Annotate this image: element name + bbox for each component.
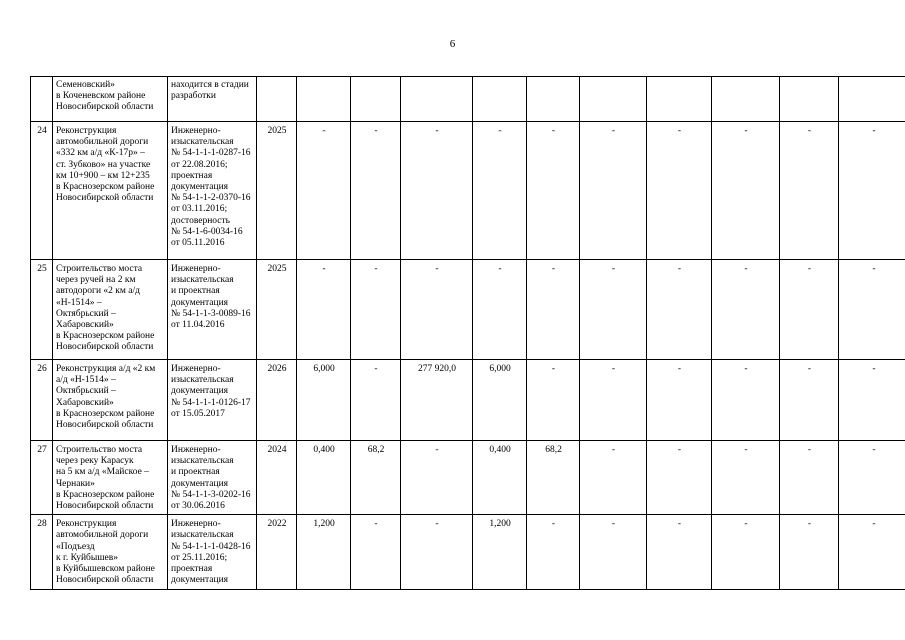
value-cell [839,77,905,122]
value-cell: 6,000 [473,360,527,441]
object-name: Реконструкция автомобильной дороги «Подъезд к г. Куйбышев» в Куйбышевском районе Новосибирской области [53,515,168,590]
year: 2025 [257,260,297,360]
value-cell: - [712,360,780,441]
value-cell: - [297,260,351,360]
value-cell: - [473,122,527,260]
object-name: Строительство моста через ручей на 2 км автодороги «2 км а/д «Н-1514» – Октябрьский – Хабаровский» в Краснозерском районе Новосибирской области [53,260,168,360]
table-row [31,77,905,122]
value-cell [527,77,580,122]
value-cell: - [780,122,839,260]
value-cell: 6,000 [297,360,351,441]
year: 2025 [257,122,297,260]
value-cell: - [297,122,351,260]
table-row [31,360,905,441]
table-row [31,260,905,360]
value-cell: - [647,122,712,260]
documentation: находится в стадии разработки [168,77,257,122]
value-cell: - [712,515,780,590]
object-name: Семеновский» в Коченевском районе Новосибирской области [53,77,168,122]
value-cell: - [527,360,580,441]
value-cell: - [401,260,473,360]
value-cell: 68,2 [527,441,580,515]
documentation: Инженерно- изыскательская и проектная документация № 54-1-1-3-0202-16 от 30.06.2016 [168,441,257,515]
value-cell: - [647,441,712,515]
row-number: 26 [31,360,53,441]
value-cell: - [351,260,401,360]
documentation: Инженерно- изыскательская и проектная документация № 54-1-1-3-0089-16 от 11.04.2016 [168,260,257,360]
value-cell: - [473,260,527,360]
value-cell: - [351,122,401,260]
value-cell: - [527,515,580,590]
value-cell: - [580,515,647,590]
value-cell: 277 920,0 [401,360,473,441]
value-cell: - [527,122,580,260]
row-number: 25 [31,260,53,360]
value-cell: 0,400 [473,441,527,515]
value-cell [351,77,401,122]
row-number: 28 [31,515,53,590]
value-cell [712,77,780,122]
value-cell: 1,200 [473,515,527,590]
value-cell: - [580,260,647,360]
value-cell [401,77,473,122]
value-cell: - [712,260,780,360]
year: 2026 [257,360,297,441]
value-cell [297,77,351,122]
value-cell: - [712,122,780,260]
value-cell: - [780,515,839,590]
year: 2022 [257,515,297,590]
value-cell: - [401,515,473,590]
documentation: Инженерно- изыскательская № 54-1-1-1-0287-16 от 22.08.2016; проектная документация № 54-1-1-2-0370-16 от 03.11.2016; достоверность № 54-1-6-0034-16 от 05.11.2016 [168,122,257,260]
table-row [31,122,905,260]
value-cell: - [780,360,839,441]
value-cell: 68,2 [351,441,401,515]
object-name: Строительство моста через реку Карасук на 5 км а/д «Майское – Чернаки» в Краснозерском районе Новосибирской области [53,441,168,515]
page-number: 6 [449,38,456,50]
object-name: Реконструкция а/д «2 км а/д «Н-1514» – Октябрьский – Хабаровский» в Краснозерском районе Новосибирской области [53,360,168,441]
object-name: Реконструкция автомобильной дороги «332 км а/д «К-17р» – ст. Зубково» на участке км 10+900 – км 12+235 в Краснозерском районе Новосибирской области [53,122,168,260]
value-cell [580,77,647,122]
value-cell [473,77,527,122]
value-cell: - [839,515,905,590]
value-cell: - [351,360,401,441]
row-number [31,77,53,122]
value-cell: - [839,360,905,441]
value-cell: - [839,122,905,260]
year [257,77,297,122]
value-cell: - [839,260,905,360]
value-cell: - [647,260,712,360]
value-cell: - [580,441,647,515]
value-cell: - [647,360,712,441]
value-cell: 1,200 [297,515,351,590]
value-cell: - [780,260,839,360]
value-cell: - [712,441,780,515]
year: 2024 [257,441,297,515]
value-cell: - [647,515,712,590]
value-cell: - [580,360,647,441]
row-number: 27 [31,441,53,515]
row-number: 24 [31,122,53,260]
road-projects-table [30,76,905,590]
documentation: Инженерно- изыскательская документация № 54-1-1-1-0126-17 от 15.05.2017 [168,360,257,441]
value-cell [647,77,712,122]
value-cell: - [780,441,839,515]
documentation: Инженерно- изыскательская № 54-1-1-1-0428-16 от 25.11.2016; проектная документация [168,515,257,590]
table-row [31,441,905,515]
value-cell: - [580,122,647,260]
table-row [31,515,905,590]
value-cell: - [527,260,580,360]
value-cell: - [401,122,473,260]
value-cell: - [839,441,905,515]
value-cell: - [401,441,473,515]
value-cell: - [351,515,401,590]
value-cell [780,77,839,122]
value-cell: 0,400 [297,441,351,515]
